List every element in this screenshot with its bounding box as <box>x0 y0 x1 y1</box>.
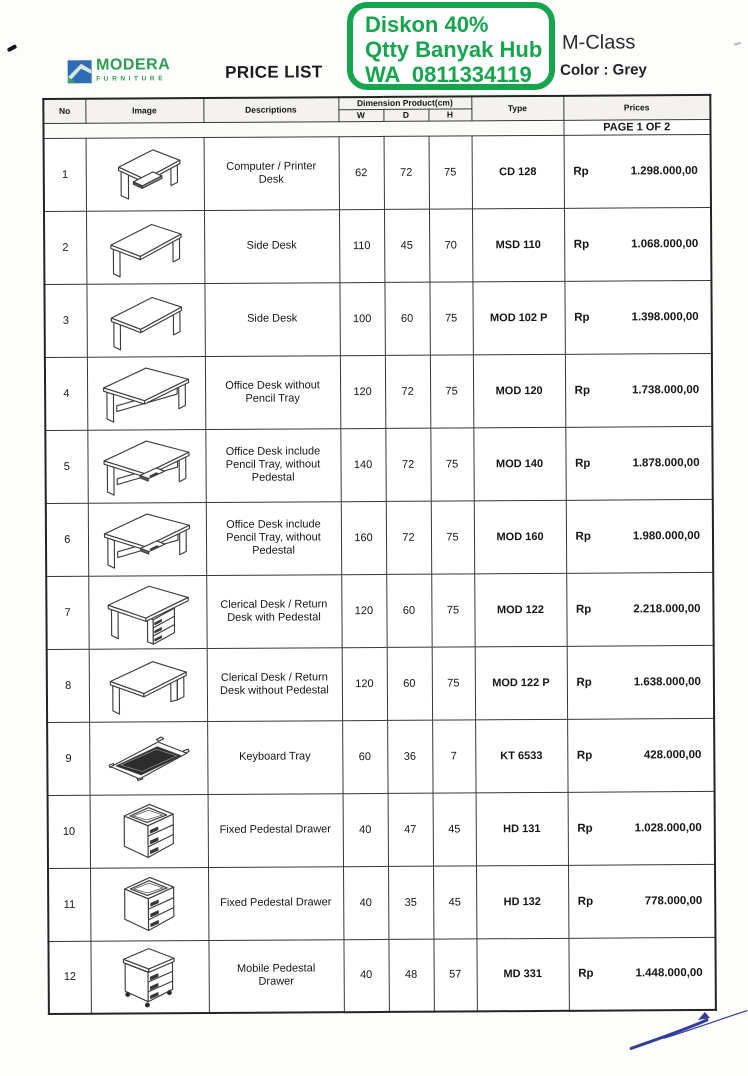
col-header-prices: Prices <box>563 95 710 120</box>
row-number: 1 <box>44 138 86 211</box>
price-table-body <box>44 134 716 1014</box>
desk-pedestal-icon <box>98 577 196 648</box>
table-row <box>46 499 713 576</box>
dimension-d: 72 <box>386 501 431 574</box>
price-amount: 1.068.000,00 <box>631 237 699 250</box>
product-description: Keyboard Tray <box>207 720 342 794</box>
product-type-code: KT 6533 <box>475 719 567 793</box>
dimension-h: 75 <box>429 281 472 354</box>
series-label: M-Class <box>561 31 636 54</box>
page-title: PRICE LIST <box>225 62 323 82</box>
row-number: 2 <box>44 211 86 284</box>
price-amount: 1.738.000,00 <box>631 383 700 396</box>
product-image-cell <box>86 137 204 211</box>
dimension-w: 160 <box>341 501 386 574</box>
product-image-cell <box>86 283 204 357</box>
desk-side-icon <box>96 212 194 283</box>
row-number: 7 <box>46 576 88 649</box>
currency-label: Rp <box>573 165 589 178</box>
price-cell <box>565 426 712 500</box>
product-description: Office Desk include Pencil Tray, without Pedestal <box>205 428 340 502</box>
pen-arrow-mark <box>609 998 748 1061</box>
promo-line-3: WA 0811334119 <box>365 62 532 87</box>
price-amount: 778.000,00 <box>644 894 703 907</box>
dimension-w: 140 <box>340 428 385 501</box>
product-image-cell <box>89 721 207 795</box>
product-description: Clerical Desk / Return Desk without Pedestal <box>207 647 342 721</box>
keyboard-tray-icon <box>99 723 197 794</box>
dimension-d: 47 <box>388 793 433 866</box>
product-description: Mobile Pedestal Drawer <box>208 939 343 1013</box>
dimension-h: 45 <box>433 792 476 865</box>
currency-label: Rp <box>576 749 593 762</box>
product-type-code: MOD 140 <box>473 427 565 501</box>
currency-label: Rp <box>578 967 594 981</box>
dimension-d: 60 <box>386 574 431 647</box>
product-type-code: HD 131 <box>476 792 568 866</box>
currency-label: Rp <box>574 311 590 324</box>
dimension-h: 7 <box>432 719 475 792</box>
product-image-cell <box>90 867 208 941</box>
modera-logo <box>67 57 170 85</box>
product-image-cell <box>88 575 206 649</box>
product-description: Fixed Pedestal Drawer <box>208 866 343 940</box>
product-image-cell <box>90 794 208 868</box>
currency-label: Rp <box>577 895 594 908</box>
price-cell <box>566 572 713 646</box>
price-table-container <box>42 94 717 1015</box>
brand-name: MODERA <box>96 56 171 74</box>
row-number: 11 <box>48 868 90 941</box>
dimension-w: 120 <box>342 647 387 720</box>
price-cell <box>567 718 714 792</box>
price-amount: 1.398.000,00 <box>631 310 699 323</box>
table-row <box>44 134 711 211</box>
col-header-no: No <box>43 99 85 123</box>
currency-label: Rp <box>576 676 592 689</box>
desk-side-icon <box>96 285 194 356</box>
dimension-d: 60 <box>387 647 432 720</box>
col-header-image: Image <box>85 98 203 123</box>
desk-return-icon <box>99 650 197 721</box>
scan-speck <box>7 44 18 52</box>
currency-label: Rp <box>575 457 591 470</box>
dimension-w: 62 <box>339 136 384 209</box>
dimension-w: 40 <box>343 793 388 866</box>
product-type-code: CD 128 <box>472 135 564 209</box>
price-amount: 2.218.000,00 <box>633 602 701 615</box>
row-number: 10 <box>48 795 90 868</box>
price-cell <box>568 791 715 865</box>
price-amount: 1.028.000,00 <box>634 821 702 834</box>
dimension-h: 70 <box>429 208 472 281</box>
dimension-d: 72 <box>385 355 430 428</box>
product-description: Office Desk include Pencil Tray, without Pedestal <box>206 501 341 575</box>
price-cell <box>564 207 711 281</box>
dimension-d: 72 <box>385 428 430 501</box>
dimension-w: 60 <box>342 720 387 793</box>
col-header-dimension: Dimension Product(cm) <box>338 96 471 109</box>
discount-sticker <box>347 2 555 90</box>
dimension-d: 45 <box>384 209 429 282</box>
col-header-h: H <box>428 108 471 120</box>
dimension-w: 120 <box>340 355 385 428</box>
dimension-w: 100 <box>339 282 384 355</box>
product-description: Side Desk <box>204 209 339 283</box>
table-row <box>48 791 715 868</box>
currency-label: Rp <box>573 238 590 251</box>
dimension-h: 57 <box>433 938 476 1011</box>
price-cell <box>567 645 714 719</box>
row-number: 5 <box>45 430 87 503</box>
dimension-w: 110 <box>339 209 384 282</box>
dimension-h: 75 <box>430 354 473 427</box>
dimension-d: 72 <box>384 136 429 209</box>
price-amount: 428.000,00 <box>643 748 702 761</box>
currency-label: Rp <box>575 530 591 543</box>
dimension-w: 120 <box>341 574 386 647</box>
product-image-cell <box>89 648 207 722</box>
pedestal-mobile-icon <box>100 941 198 1012</box>
dimension-w: 40 <box>343 866 388 939</box>
dimension-h: 75 <box>429 135 472 208</box>
currency-label: Rp <box>575 603 592 616</box>
product-type-code: MOD 160 <box>474 500 566 574</box>
price-cell <box>566 499 713 573</box>
col-header-descriptions: Descriptions <box>203 97 338 122</box>
table-row <box>44 280 711 357</box>
product-type-code: MSD 110 <box>472 208 564 282</box>
row-number: 3 <box>44 284 86 357</box>
promo-line-2: Qtty Banyak Hub <box>365 37 543 62</box>
desk-office-icon <box>97 358 195 429</box>
row-number: 6 <box>46 503 88 576</box>
product-image-cell <box>86 210 204 284</box>
dimension-h: 75 <box>432 646 475 719</box>
product-description: Office Desk without Pencil Tray <box>205 355 340 429</box>
product-type-code: MOD 122 P <box>475 646 567 720</box>
price-cell <box>564 134 711 208</box>
scan-speck <box>734 42 741 46</box>
table-row <box>48 864 715 941</box>
currency-label: Rp <box>577 822 593 835</box>
product-type-code: MD 331 <box>476 938 568 1012</box>
product-image-cell <box>87 429 205 503</box>
product-description: Clerical Desk / Return Desk with Pedestal <box>206 574 341 648</box>
col-header-w: W <box>338 109 383 121</box>
table-row <box>47 718 714 795</box>
pedestal-fixed-icon <box>100 796 198 867</box>
col-header-d: D <box>383 109 428 121</box>
desk-pencil-icon <box>98 504 196 575</box>
price-cell <box>565 353 712 427</box>
currency-label: Rp <box>574 384 591 397</box>
table-row <box>45 426 712 503</box>
price-table <box>42 94 717 1015</box>
product-type-code: MOD 120 <box>473 354 565 428</box>
product-type-code: MOD 102 P <box>472 281 564 355</box>
product-type-code: MOD 122 <box>474 573 566 647</box>
table-row <box>45 353 712 430</box>
table-row <box>44 207 711 284</box>
promo-line-1: Diskon 40% <box>365 12 489 37</box>
product-image-cell <box>87 356 205 430</box>
row-number: 12 <box>48 941 90 1014</box>
table-row <box>46 572 713 649</box>
product-description: Side Desk <box>204 282 339 356</box>
product-image-cell <box>90 940 208 1014</box>
desk-computer-icon <box>96 139 194 210</box>
dimension-d: 48 <box>388 939 433 1012</box>
product-type-code: HD 132 <box>476 865 568 939</box>
price-cell <box>564 280 711 354</box>
dimension-h: 75 <box>431 500 474 573</box>
col-header-type: Type <box>471 96 563 121</box>
page-note: PAGE 1 OF 2 <box>563 119 710 135</box>
row-number: 8 <box>47 649 89 722</box>
brand-subtitle: FURNITURE <box>96 75 167 83</box>
dimension-d: 36 <box>387 720 432 793</box>
dimension-h: 75 <box>431 573 474 646</box>
desk-pencil-icon <box>97 431 195 502</box>
dimension-d: 35 <box>388 866 433 939</box>
table-row <box>47 645 714 722</box>
dimension-h: 45 <box>433 865 476 938</box>
product-description: Fixed Pedestal Drawer <box>208 793 343 867</box>
row-number: 9 <box>47 722 89 795</box>
pedestal-fixed-icon <box>100 869 198 940</box>
color-note: Color : Grey <box>560 61 647 79</box>
modera-logo-icon <box>67 58 93 85</box>
dimension-h: 75 <box>430 427 473 500</box>
price-amount: 1.448.000,00 <box>635 967 703 980</box>
price-amount: 1.980.000,00 <box>632 529 701 542</box>
price-amount: 1.638.000,00 <box>633 675 701 688</box>
dimension-w: 40 <box>343 939 388 1012</box>
product-image-cell <box>88 502 206 576</box>
row-number: 4 <box>45 357 87 430</box>
price-cell <box>568 864 715 938</box>
price-amount: 1.878.000,00 <box>632 456 700 469</box>
product-description: Computer / Printer Desk <box>204 136 339 210</box>
price-amount: 1.298.000,00 <box>630 164 698 177</box>
dimension-d: 60 <box>384 282 429 355</box>
